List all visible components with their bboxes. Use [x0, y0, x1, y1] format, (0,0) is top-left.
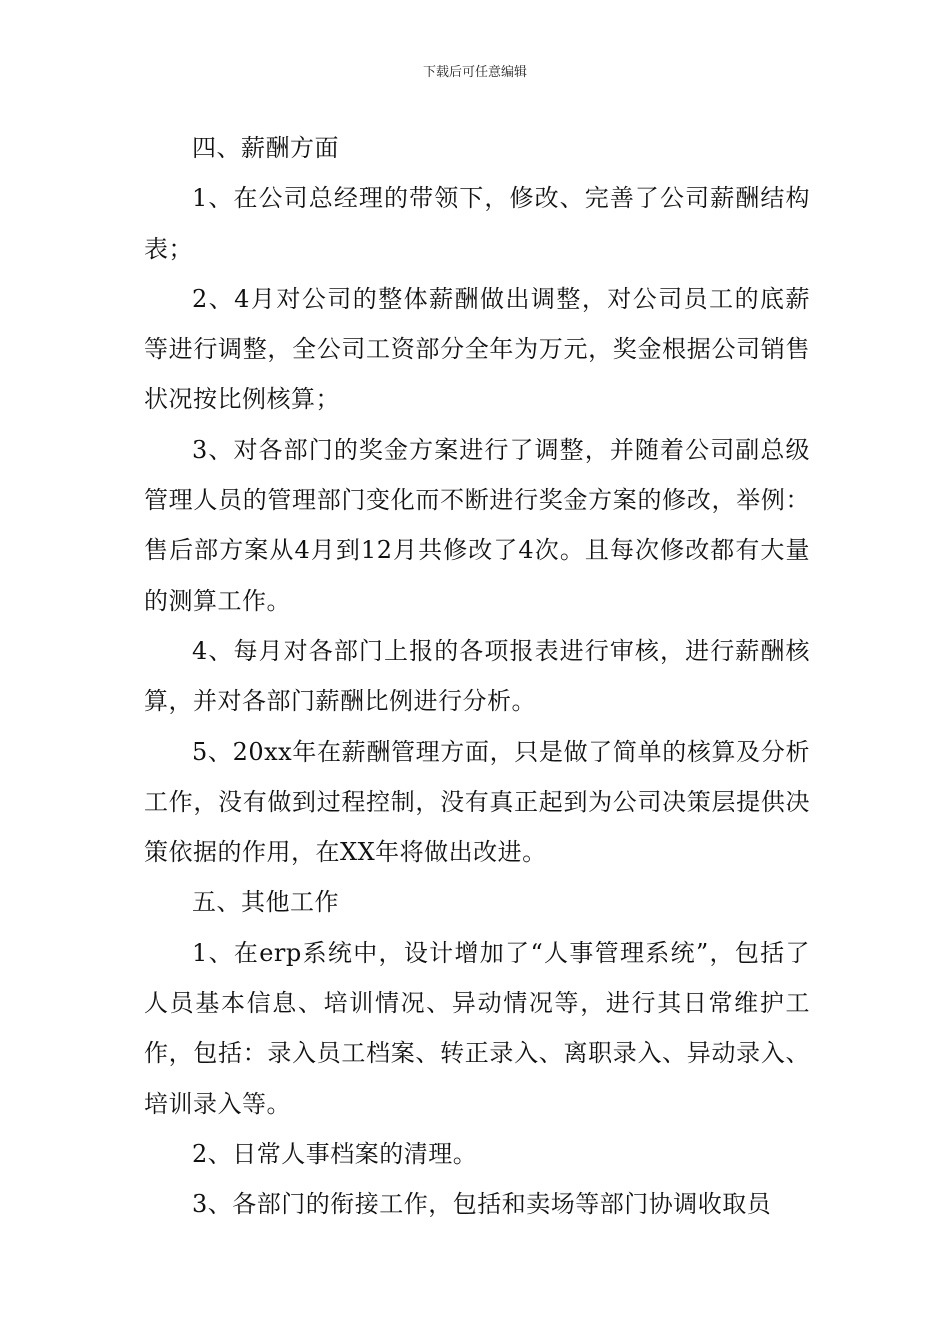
paragraph: 3、对各部门的奖金方案进行了调整，并随着公司副总级管理人员的管理部门变化而不断进行奖金方案的修改，举例：售后部方案从4月到12月共修改了4次。且每次修改都有大量的测算工作。	[144, 435, 810, 615]
paragraph: 1、在erp系统中，设计增加了“人事管理系统”，包括了人员基本信息、培训情况、异动情况等，进行其日常维护工作，包括：录入员工档案、转正录入、离职录入、异动录入、培训录入等。	[144, 938, 810, 1118]
paragraph: 2、日常人事档案的清理。	[192, 1139, 478, 1168]
paragraph: 1、在公司总经理的带领下，修改、完善了公司薪酬结构表；	[144, 184, 810, 263]
paragraph: 5、20xx年在薪酬管理方面，只是做了简单的核算及分析工作，没有做到过程控制，没有真正起到为公司决策层提供决策依据的作用，在XX年将做出改进。	[144, 737, 810, 867]
paragraph: 4、每月对各部门上报的各项报表进行审核，进行薪酬核算，并对各部门薪酬比例进行分析。	[144, 636, 810, 716]
paragraph: 3、各部门的衔接工作，包括和卖场等部门协调收取员	[192, 1190, 772, 1219]
section-heading-other-work: 五、其他工作	[192, 888, 339, 917]
page-header: 下载后可任意编辑	[422, 65, 527, 80]
section-heading-salary: 四、薪酬方面	[192, 134, 339, 162]
paragraph: 2、4月对公司的整体薪酬做出调整，对公司员工的底薪等进行调整，全公司工资部分全年为万元，奖金根据公司销售状况按比例核算；	[144, 284, 810, 414]
document-body	[144, 123, 810, 1230]
